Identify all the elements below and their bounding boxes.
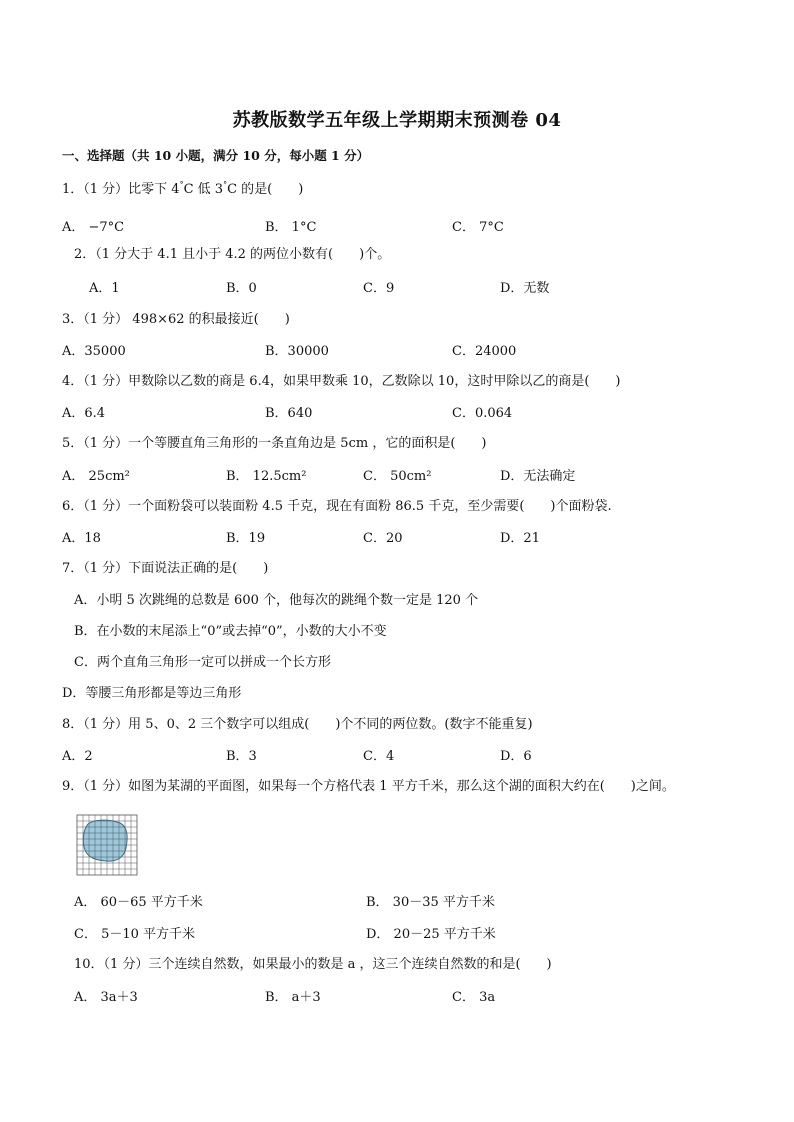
q8-option-a[interactable]: A．2 xyxy=(62,749,93,764)
q9-option-b[interactable]: B． 30－35 平方千米 xyxy=(366,895,495,910)
question-2: 2．（1 分大于 4.1 且小于 4.2 的两位小数有( )个。 xyxy=(74,247,391,262)
question-10: 10．（1 分）三个连续自然数，如果最小的数是 a ，这三个连续自然数的和是( ) xyxy=(74,957,552,972)
q4-option-a[interactable]: A．6.4 xyxy=(62,406,106,421)
q6-option-a[interactable]: A．18 xyxy=(62,531,101,546)
q4-option-c[interactable]: C．0.064 xyxy=(452,406,513,421)
q5-option-d[interactable]: D．无法确定 xyxy=(500,469,576,484)
q5-option-c[interactable]: C． 50cm² xyxy=(363,469,432,484)
question-7: 7．（1 分）下面说法正确的是( ) xyxy=(62,561,269,576)
section-heading: 一、选择题（共 10 小题，满分 10 分，每小题 1 分） xyxy=(62,148,370,163)
q2-option-d[interactable]: D．无数 xyxy=(500,281,550,296)
q2-option-b[interactable]: B．0 xyxy=(226,281,257,296)
question-4: 4．（1 分）甲数除以乙数的商是 6.4，如果甲数乘 10，乙数除以 10，这时甲除以乙的商是( ) xyxy=(62,374,621,389)
q9-option-a[interactable]: A． 60－65 平方千米 xyxy=(74,895,203,910)
question-3: 3．（1 分） 498×62 的积最接近( ) xyxy=(62,312,290,327)
lake-grid-figure xyxy=(76,814,138,876)
question-5: 5．（1 分）一个等腰直角三角形的一条直角边是 5cm ，它的面积是( ) xyxy=(62,436,487,451)
q9-option-d[interactable]: D． 20－25 平方千米 xyxy=(366,927,496,942)
q7-option-c[interactable]: C．两个直角三角形一定可以拼成一个长方形 xyxy=(74,655,331,670)
q5-option-a[interactable]: A． 25cm² xyxy=(62,469,130,484)
question-1: 1．（1 分）比零下 4°C 低 3°C 的是( ) xyxy=(62,180,304,197)
question-8: 8．（1 分）用 5、0、2 三个数字可以组成( )个不同的两位数。(数字不能重复) xyxy=(62,717,533,732)
q6-option-c[interactable]: C．20 xyxy=(363,531,403,546)
q9-option-c[interactable]: C． 5－10 平方千米 xyxy=(74,927,196,942)
q4-option-b[interactable]: B．640 xyxy=(265,406,313,421)
q6-option-d[interactable]: D．21 xyxy=(500,531,540,546)
q2-option-c[interactable]: C．9 xyxy=(363,281,395,296)
q10-option-b[interactable]: B． a＋3 xyxy=(265,990,321,1005)
q3-option-b[interactable]: B．30000 xyxy=(265,344,329,359)
q1-option-a[interactable]: A． −7°C xyxy=(62,220,125,235)
q1-option-c[interactable]: C． 7°C xyxy=(452,220,504,235)
q10-option-c[interactable]: C． 3a xyxy=(452,990,496,1005)
q7-option-d[interactable]: D．等腰三角形都是等边三角形 xyxy=(62,686,242,701)
q7-option-a[interactable]: A．小明 5 次跳绳的总数是 600 个，他每次的跳绳个数一定是 120 个 xyxy=(74,593,479,608)
question-9: 9．（1 分）如图为某湖的平面图，如果每一个方格代表 1 平方千米，那么这个湖的面积大约在( )之间。 xyxy=(62,779,675,794)
q3-option-c[interactable]: C．24000 xyxy=(452,344,517,359)
question-6: 6．（1 分）一个面粉袋可以装面粉 4.5 千克，现在有面粉 86.5 千克，至少需要( )个面粉袋. xyxy=(62,499,612,514)
lake-map-icon xyxy=(76,814,138,876)
q6-option-b[interactable]: B．19 xyxy=(226,531,266,546)
q1-option-b[interactable]: B． 1°C xyxy=(265,220,317,235)
q5-option-b[interactable]: B． 12.5cm² xyxy=(226,469,307,484)
q10-option-a[interactable]: A． 3a＋3 xyxy=(74,990,138,1005)
q2-option-a[interactable]: A．1 xyxy=(89,281,120,296)
q8-option-c[interactable]: C．4 xyxy=(363,749,395,764)
page-title: 苏教版数学五年级上学期期末预测卷 04 xyxy=(232,110,562,131)
q3-option-a[interactable]: A．35000 xyxy=(62,344,126,359)
q8-option-b[interactable]: B．3 xyxy=(226,749,257,764)
q7-option-b[interactable]: B．在小数的末尾添上“0”或去掉“0”，小数的大小不变 xyxy=(74,624,387,639)
q8-option-d[interactable]: D．6 xyxy=(500,749,532,764)
